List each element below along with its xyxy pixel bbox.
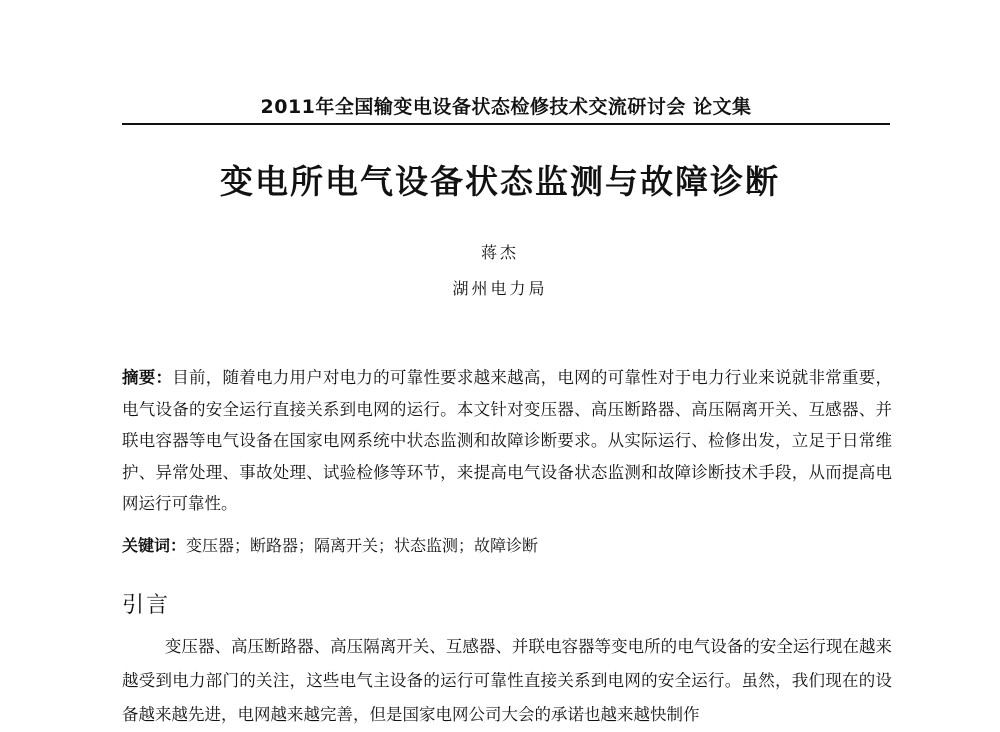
author-affiliation: 湖州电力局: [452, 279, 548, 298]
keywords: [122, 532, 892, 560]
introduction-paragraph: 变压器、高压断路器、高压隔离开关、互感器、并联电容器等变电所的电气设备的安全运行现在越来越受到电力部门的关注，这些电气主设备的运行可靠性直接关系到电网的安全运行。虽然，我们现在的设备越来越先进，电网越来越完善，但是国家电网公司大会的承诺也越来越快制作: [122, 637, 892, 724]
paper-title: 变电所电气设备状态监测与故障诊断: [220, 162, 780, 201]
running-header: 2011年全国输变电设备状态检修技术交流研讨会 论文集: [260, 96, 752, 118]
abstract-text: 目前，随着电力用户对电力的可靠性要求越来越高，电网的可靠性对于电力行业来说就非常重要，电气设备的安全运行直接关系到电网的运行。本文针对变压器、高压断路器、高压隔离开关、互感器、并联电容器等电气设备在国家电网系统中状态监测和故障诊断要求。从实际运行、检修出发，立足于日常维护、异常处理、事故处理、试验检修等环节，来提高电气设备状态监测和故障诊断技术手段，从而提高电网运行可靠性。: [122, 368, 893, 513]
author-name: 蒋杰: [480, 243, 519, 262]
abstract-label: 摘要：: [122, 368, 173, 387]
keywords-label: 关键词：: [122, 536, 187, 555]
section-heading-introduction: 引言: [122, 593, 171, 618]
header-rule: [122, 123, 890, 125]
abstract: [122, 362, 892, 520]
keywords-text: 变压器；断路器；隔离开关；状态监测；故障诊断: [186, 536, 539, 555]
